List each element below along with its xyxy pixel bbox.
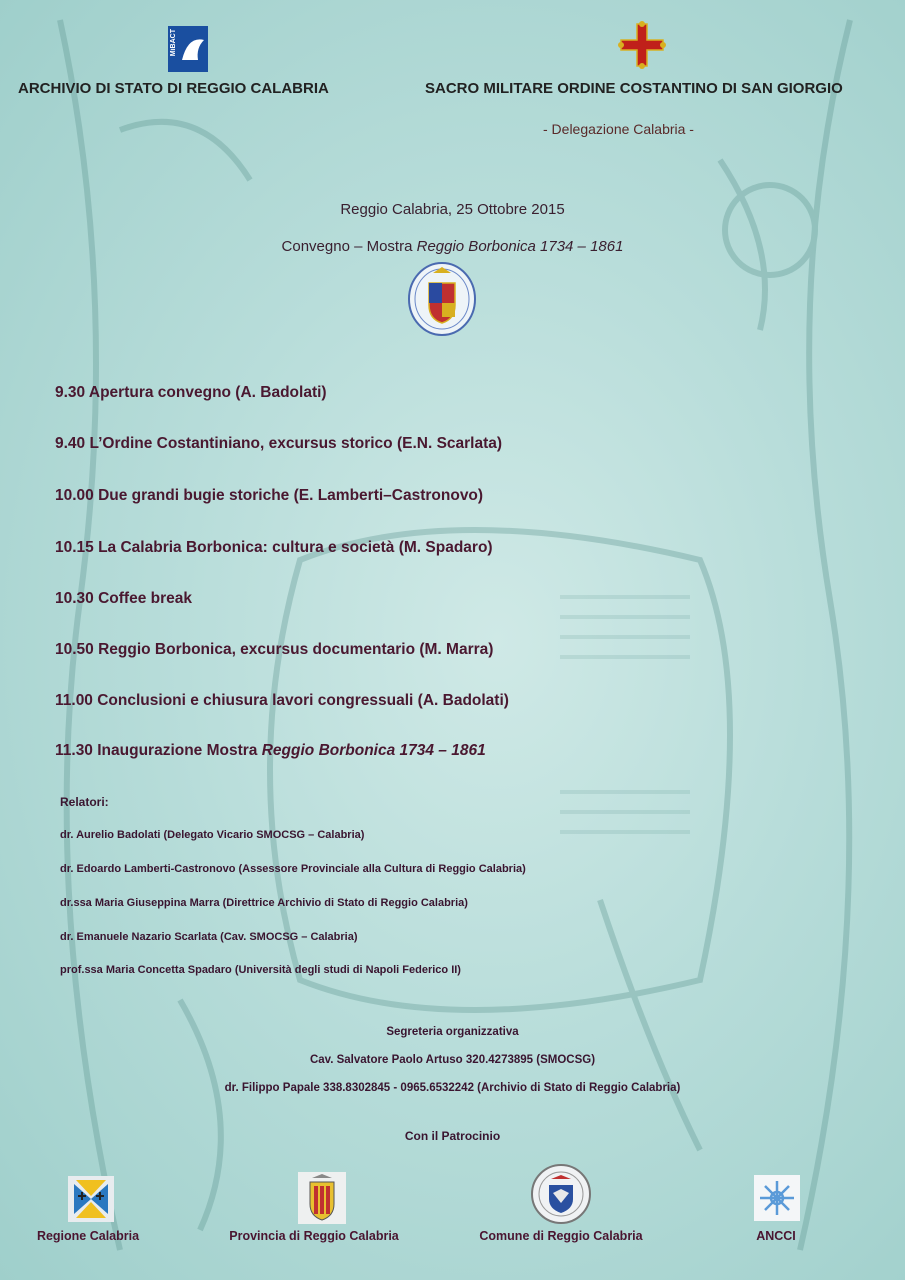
program-last-prefix: 11.30 Inaugurazione Mostra <box>55 742 262 759</box>
program-item: 10.15 La Calabria Borbonica: cultura e società (M. Spadaro) <box>55 539 493 556</box>
speaker-item: dr.ssa Maria Giuseppina Marra (Direttrice Archivio di Stato di Reggio Calabria) <box>60 897 468 909</box>
program-item: 11.00 Conclusioni e chiusura lavori congressuali (A. Badolati) <box>55 692 509 709</box>
delegation-label: - Delegazione Calabria - <box>543 121 694 137</box>
program-item-last <box>55 742 486 760</box>
event-title <box>0 238 905 255</box>
speaker-item: prof.ssa Maria Concetta Spadaro (Università degli studi di Napoli Federico II) <box>60 964 461 976</box>
speaker-item: dr. Emanuele Nazario Scarlata (Cav. SMOCSG – Calabria) <box>60 931 358 943</box>
patron-regione-calabria: Regione Calabria <box>36 1229 140 1243</box>
secretariat-line: dr. Filippo Papale 338.8302845 - 0965.6532242 (Archivio di Stato di Reggio Calabria) <box>224 1082 681 1094</box>
program-item: 10.00 Due grandi bugie storiche (E. Lamberti–Castronovo) <box>55 487 484 504</box>
secretariat-title: Segreteria organizzativa <box>386 1026 519 1038</box>
program-item: 10.30 Coffee break <box>55 590 192 607</box>
event-title-italic: Reggio Borbonica 1734 – 1861 <box>416 238 624 255</box>
constantinian-cross-icon <box>617 20 667 70</box>
program-last-italic: Reggio Borbonica 1734 – 1861 <box>261 742 486 759</box>
event-title-prefix: Convegno – Mostra <box>281 238 417 255</box>
speaker-item: dr. Edoardo Lamberti-Castronovo (Assessore Provinciale alla Cultura di Reggio Calabria) <box>60 863 526 875</box>
patronage-title: Con il Patrocinio <box>404 1129 501 1143</box>
patron-comune: Comune di Reggio Calabria <box>479 1229 643 1243</box>
comune-logo-icon <box>531 1163 591 1225</box>
speaker-item: dr. Aurelio Badolati (Delegato Vicario SMOCSG – Calabria) <box>60 829 365 841</box>
coat-of-arms-icon <box>407 261 477 337</box>
place-date: Reggio Calabria, 25 Ottobre 2015 <box>340 201 565 218</box>
program-item: 10.50 Reggio Borbonica, excursus documentario (M. Marra) <box>55 641 494 658</box>
mibac-logo <box>168 26 208 72</box>
secretariat-line: Cav. Salvatore Paolo Artuso 320.4273895 (SMOCSG) <box>309 1054 596 1066</box>
patron-ancci: ANCCI <box>756 1229 796 1243</box>
speakers-title: Relatori: <box>60 795 109 809</box>
mibac-logo-text: MiBACT <box>170 29 177 57</box>
regione-calabria-logo-icon <box>68 1176 114 1222</box>
program-item: 9.30 Apertura convegno (A. Badolati) <box>55 384 327 401</box>
patron-provincia: Provincia di Reggio Calabria <box>229 1229 399 1243</box>
archive-name: ARCHIVIO DI STATO DI REGGIO CALABRIA <box>18 80 329 97</box>
ancci-logo-icon <box>754 1175 800 1221</box>
program-item: 9.40 L’Ordine Costantiniano, excursus storico (E.N. Scarlata) <box>55 435 503 452</box>
provincia-logo-icon <box>298 1172 346 1224</box>
order-name: SACRO MILITARE ORDINE COSTANTINO DI SAN GIORGIO <box>425 80 843 97</box>
